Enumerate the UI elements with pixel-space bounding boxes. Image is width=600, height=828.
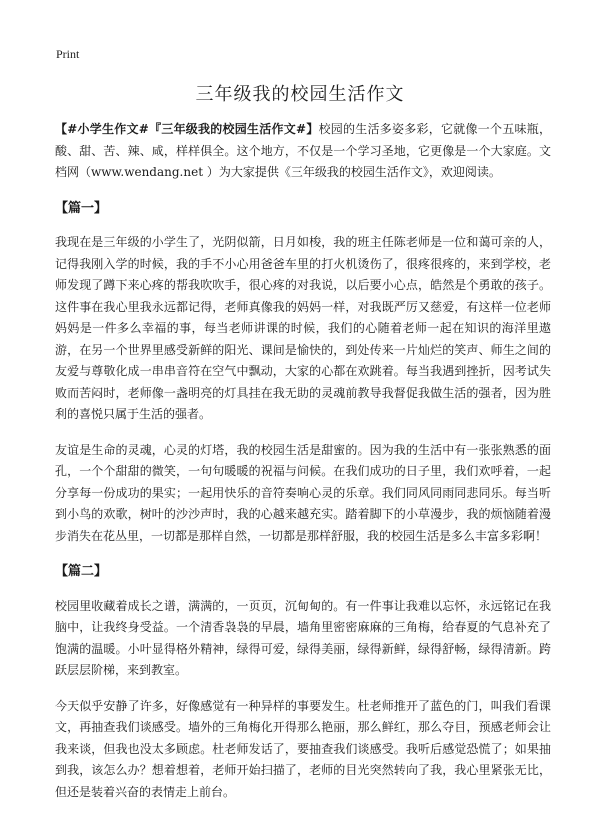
- print-label: Print: [56, 47, 80, 61]
- page-title: 三年级我的校园生活作文: [195, 84, 405, 105]
- article-body: [55, 119, 551, 817]
- intro-text: 校园的生活多姿多彩，它就像一个五味瓶，酸、甜、苦、辣、咸，样样俱全。这个地方，不仅是一个学习圣地，它更像是一个大家庭。文档网（www.wendang.net ）为大家提供《三年级我的校园生活作文》，欢迎阅读。: [55, 122, 551, 179]
- intro-paragraph: [55, 119, 551, 184]
- section-1-paragraph-1: 我现在是三年级的小学生了，光阴似箭，日月如梭，我的班主任陈老师是一位和蔼可亲的人，记得我刚入学的时候，我的手不小心用爸爸车里的打火机烫伤了，很疼很疼的，来到学校，老师发现了蹲下来心疼的帮我吹吹手，很心疼的对我说，以后要小心点，皓然是个勇敢的孩子。这件事在我心里我永远都记得，老师真像我的妈妈一样，对我既严厉又慈爱，有这样一位老师妈妈是一件多么幸福的事，每当老师讲课的时候，我们的心随着老师一起在知识的海洋里遨游，在另一个世界里感受新鲜的阳光、课间是愉快的，到处传来一片灿烂的笑声、师生之间的友爱与尊敬化成一串串音符在空气中飘动，大家的心都在欢跳着。每当我遇到挫折，因考试失败而苦闷时，老师像一盏明亮的灯具挂在我无助的灵魂前教导我督促我做生活的强者，因为胜利的喜悦只属于生活的强者。: [55, 235, 551, 421]
- section-1-paragraph-2: 友谊是生命的灵魂，心灵的灯塔，我的校园生活是甜蜜的。因为我的生活中有一张张熟悉的面孔，一个个甜甜的微笑，一句句暖暖的祝福与问候。在我们成功的日子里，我们欢呼着，一起分享每一份成功的果实；一起用快乐的音符奏响心灵的乐章。我们同风同雨同悲同乐。每当听到小鸟的欢歌，树叶的沙沙声时，我的心越来越充实。踏着脚下的小草漫步，我的烦恼随着漫步消失在花丛里，一切都是那样自然，一切都是那样舒服，我的校园生活是多么丰富多彩啊！: [55, 442, 551, 543]
- section-heading-1: 【篇一】: [55, 200, 108, 216]
- section-heading-2: 【篇二】: [55, 564, 108, 579]
- section-2-paragraph-1: 校园里收藏着成长之谱，满满的，一页页，沉甸甸的。有一件事让我难以忘怀，永远铭记在我脑中，让我终身受益。一个清香袅袅的早晨，墙角里密密麻麻的三角梅，给春夏的气息补充了饱满的温暖。小叶显得格外精神，绿得可爱，绿得美丽，绿得新鲜，绿得舒畅，绿得清新。跨跃层层阶梯，来到教室。: [55, 598, 551, 677]
- section-2-paragraph-2: 今天似乎安静了许多，好像感觉有一种异样的事要发生。杜老师推开了蓝色的门，叫我们看课文，再抽查我们谈感受。墙外的三角梅化开得那么艳丽，那么鲜红，那么夺目，预感老师会让我来谈，但我也没太多顾虑。杜老师发话了，要抽查我们谈感受。我听后感觉恐慌了；如果抽到我，该怎么办？想着想着，老师开始扫描了，老师的目光突然转向了我，我心里紧张无比，但还是装着兴奋的表情走上前台。: [55, 698, 551, 799]
- intro-tag: 【#小学生作文#『三年级我的校园生活作文#】: [55, 122, 319, 136]
